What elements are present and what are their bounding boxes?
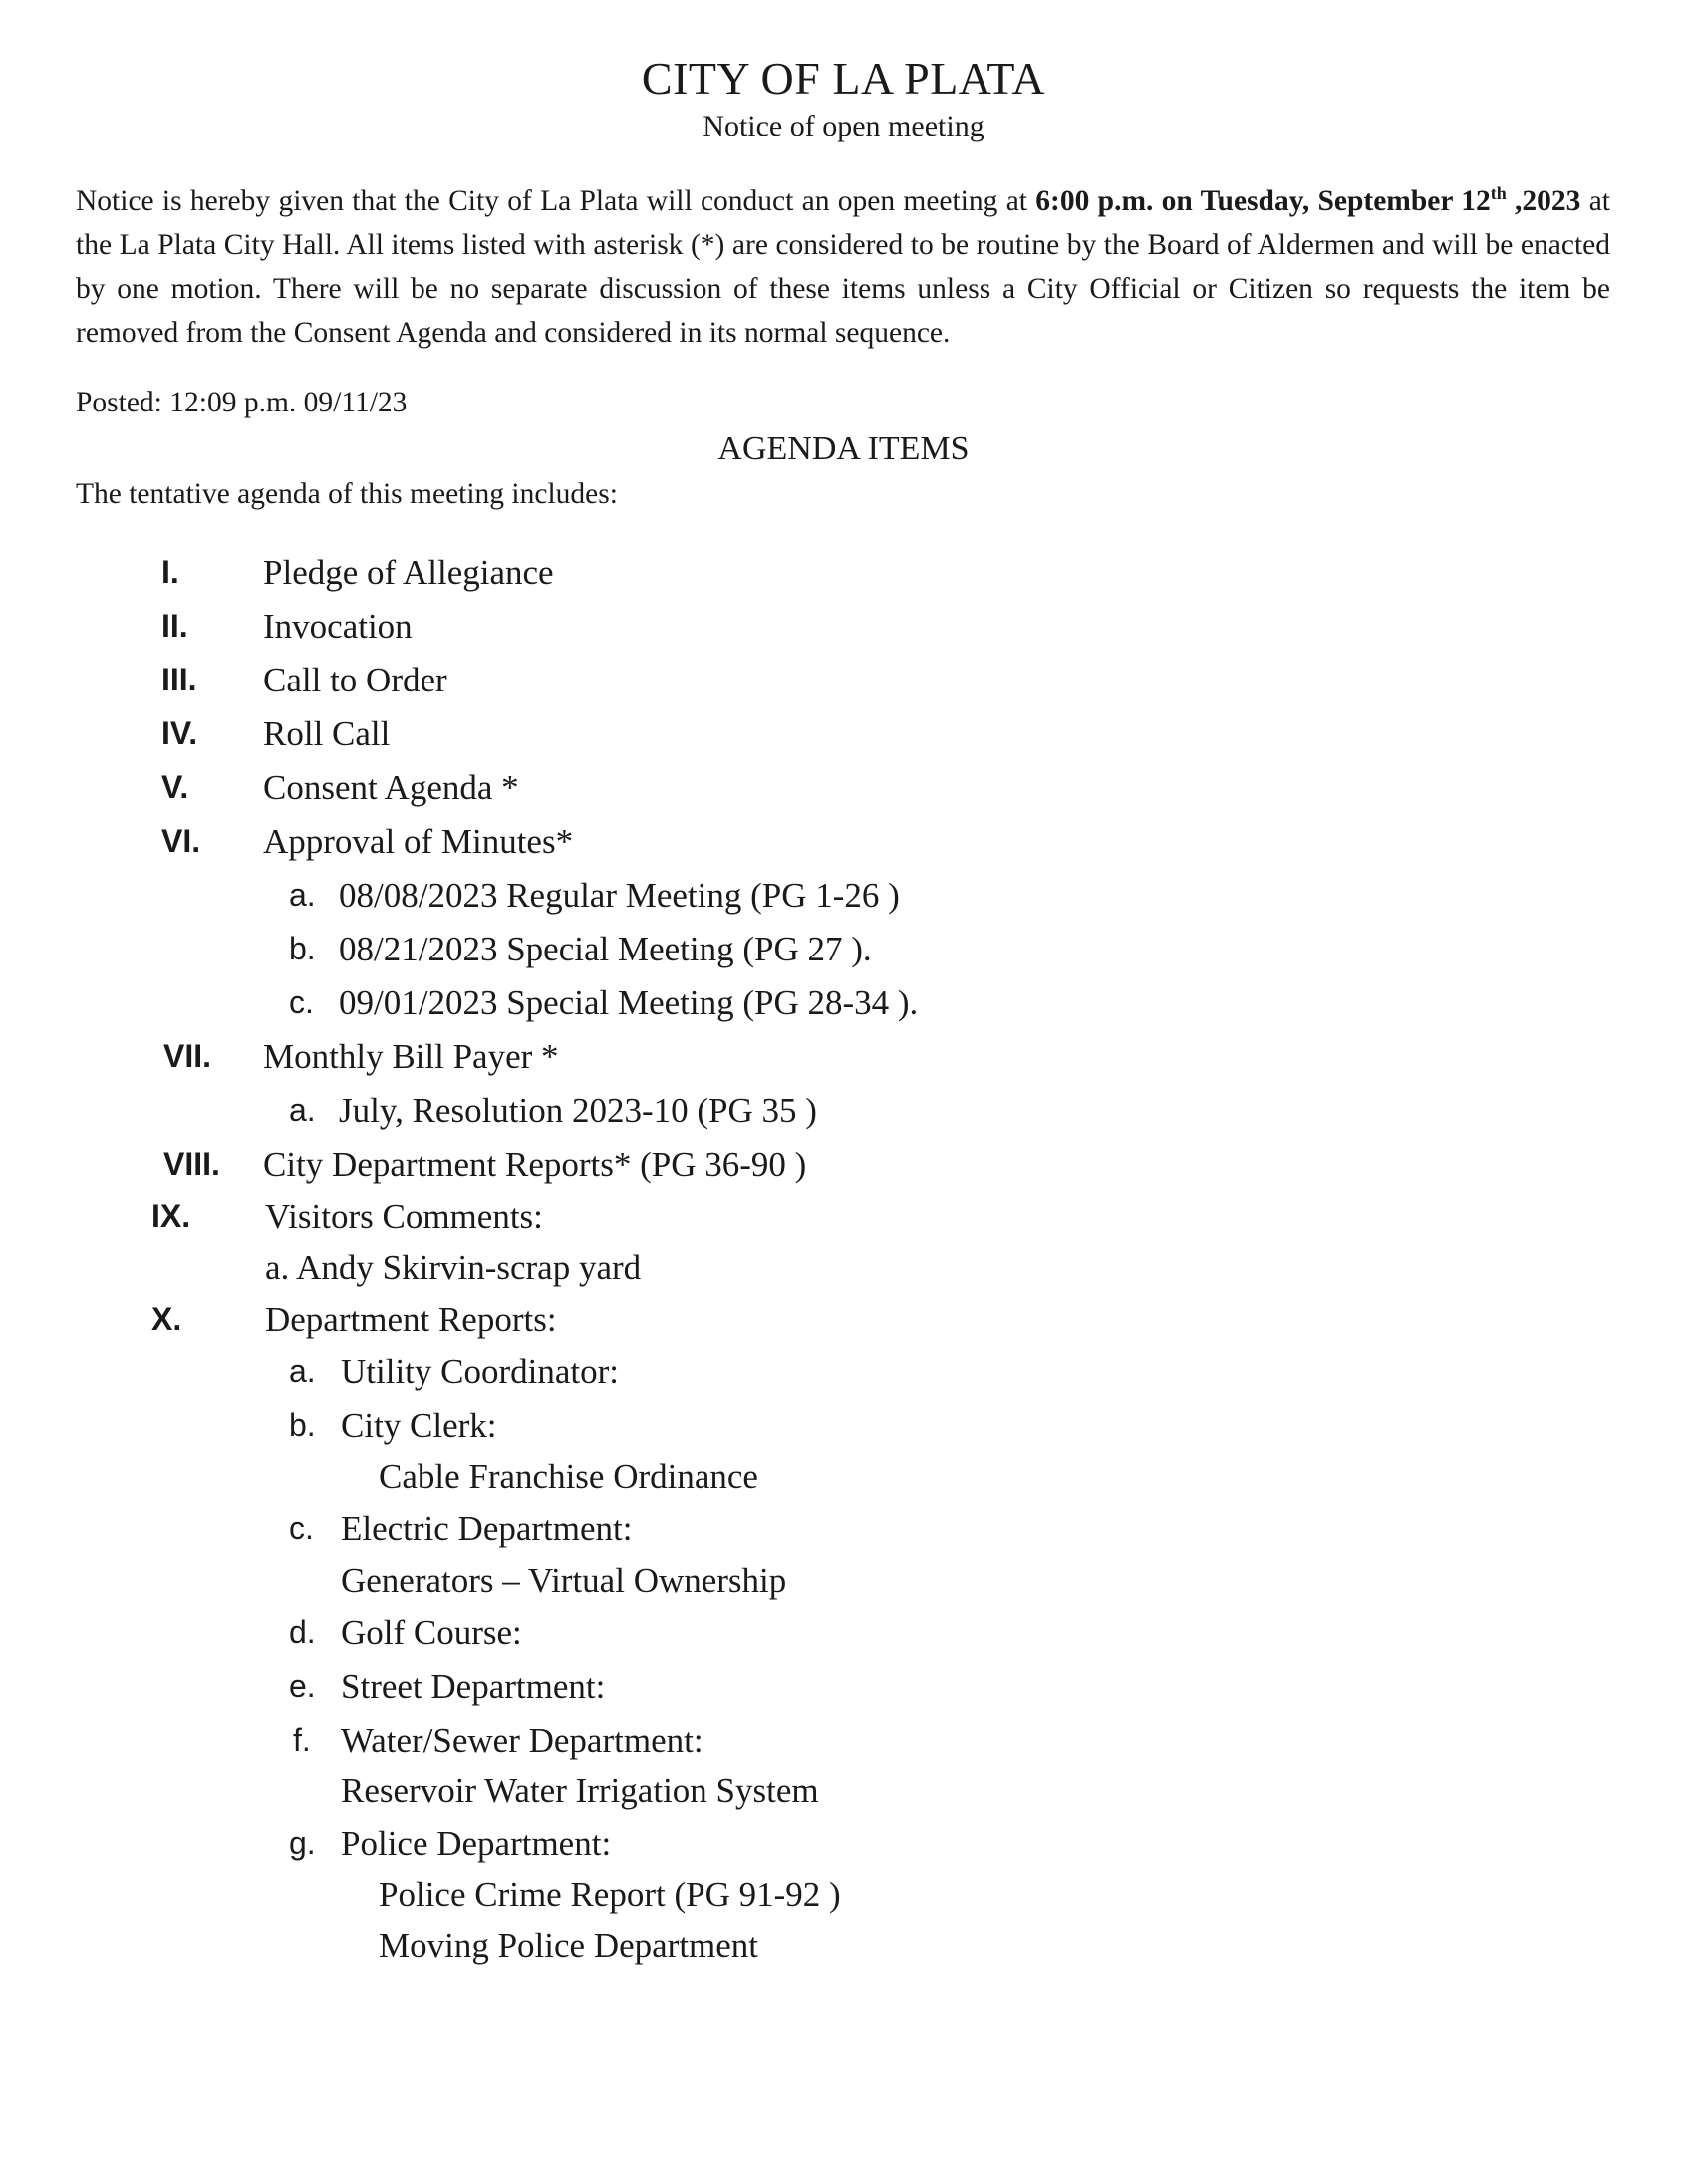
agenda-heading: AGENDA ITEMS: [717, 430, 970, 467]
notice-time-date: 6:00 p.m. on Tuesday, September 12: [1035, 185, 1491, 217]
item-minutes-0821: 08/21/2023 Special Meeting (PG 27 ).: [339, 930, 872, 968]
notice-text-1: Notice is hereby given that the City of La Plata will conduct an open meeting at: [76, 185, 1036, 217]
notice-year: ,2023: [1506, 185, 1581, 217]
item-call-to-order: Call to Order: [263, 661, 447, 699]
item-minutes-0901: 09/01/2023 Special Meeting (PG 28-34 ).: [339, 983, 919, 1022]
item-number-6: VI.: [161, 823, 201, 859]
sub-letter-6a: a.: [289, 877, 316, 913]
item-police-crime-report: Police Crime Report (PG 91-92 ): [379, 1875, 841, 1914]
item-approval-minutes: Approval of Minutes*: [263, 822, 574, 861]
item-number-9: IX.: [151, 1198, 191, 1233]
item-minutes-0808: 08/08/2023 Regular Meeting (PG 1-26 ): [339, 876, 900, 915]
item-city-clerk: City Clerk:: [341, 1406, 497, 1445]
item-pledge: Pledge of Allegiance: [263, 553, 554, 592]
sub-letter-6c: c.: [289, 984, 314, 1020]
notice-text-2: at the La Plata City Hall. All items listed with asterisk (*) are considered to be routine by the Board of Aldermen and will be enacted by one motion. There will be no separate discussion of these items unless a City Official or Citizen so requests the item be removed from the Consent Agenda and considered in its normal sequence.: [76, 185, 1611, 349]
item-consent-agenda: Consent Agenda *: [263, 768, 519, 807]
item-police-department: Police Department:: [341, 1824, 612, 1863]
item-water-sewer: Water/Sewer Department:: [341, 1721, 703, 1760]
notice-date-suffix: th: [1490, 183, 1507, 204]
sub-letter-10c: c.: [289, 1510, 314, 1546]
item-street-department: Street Department:: [341, 1667, 606, 1706]
document-title: CITY OF LA PLATA: [641, 53, 1046, 104]
item-golf-course: Golf Course:: [341, 1613, 522, 1652]
notice-paragraph: [76, 179, 1610, 355]
item-cable-franchise: Cable Franchise Ordinance: [379, 1457, 758, 1496]
item-utility-coordinator: Utility Coordinator:: [341, 1352, 620, 1391]
sub-letter-10d: d.: [289, 1614, 316, 1650]
item-number-7: VII.: [163, 1038, 212, 1074]
item-department-reports: Department Reports:: [265, 1300, 557, 1339]
item-visitors-comments: Visitors Comments:: [265, 1197, 543, 1235]
item-roll-call: Roll Call: [263, 714, 391, 753]
item-number-10: X.: [151, 1301, 182, 1337]
item-monthly-bill-payer: Monthly Bill Payer *: [263, 1037, 559, 1076]
sub-letter-10e: e.: [289, 1668, 316, 1704]
item-moving-police: Moving Police Department: [379, 1926, 759, 1965]
item-number-8: VIII.: [163, 1146, 220, 1182]
item-reservoir-irrigation: Reservoir Water Irrigation System: [341, 1772, 819, 1810]
sub-letter-10g: g.: [289, 1825, 316, 1861]
item-city-department-reports: City Department Reports* (PG 36-90 ): [263, 1145, 807, 1184]
item-generators: Generators – Virtual Ownership: [341, 1561, 787, 1600]
item-invocation: Invocation: [263, 607, 413, 646]
item-number-1: I.: [161, 554, 179, 590]
sub-letter-6b: b.: [289, 931, 316, 966]
item-electric-department: Electric Department:: [341, 1509, 633, 1548]
item-number-5: V.: [161, 769, 189, 805]
item-july-resolution: July, Resolution 2023-10 (PG 35 ): [339, 1091, 817, 1130]
item-andy-skirvin: a. Andy Skirvin-scrap yard: [265, 1248, 642, 1287]
item-number-4: IV.: [161, 715, 198, 751]
sub-letter-7a: a.: [289, 1092, 316, 1128]
sub-letter-10b: b.: [289, 1407, 316, 1443]
sub-letter-10f: f.: [293, 1722, 311, 1758]
agenda-intro: The tentative agenda of this meeting includes:: [76, 478, 618, 510]
item-number-2: II.: [161, 608, 188, 644]
sub-letter-10a: a.: [289, 1353, 316, 1389]
posted-timestamp: Posted: 12:09 p.m. 09/11/23: [76, 387, 408, 418]
item-number-3: III.: [161, 662, 197, 697]
document-subtitle: Notice of open meeting: [703, 110, 984, 142]
